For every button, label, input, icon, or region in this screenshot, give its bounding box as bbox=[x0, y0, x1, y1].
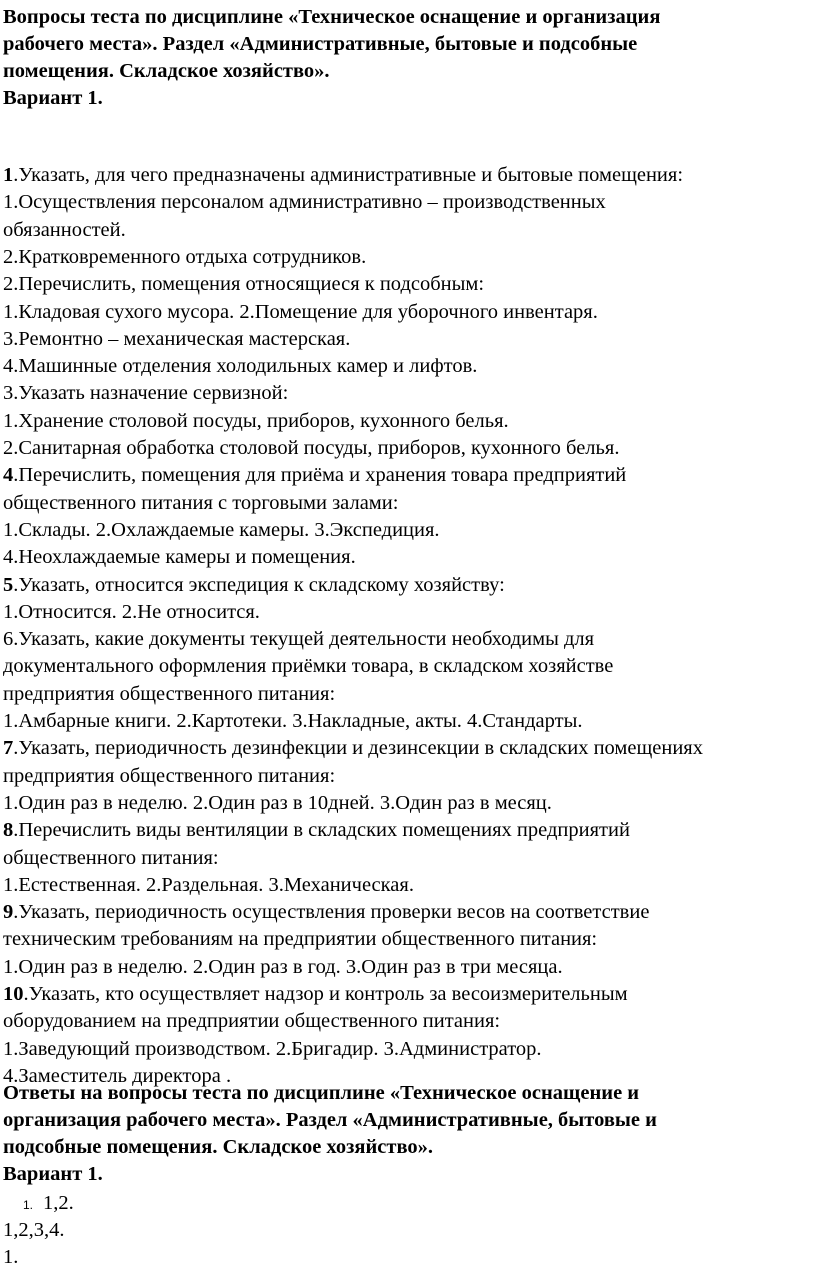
question-line bbox=[3, 1008, 500, 1034]
question-line bbox=[3, 817, 630, 843]
answers-title-line-1: Ответы на вопросы теста по дисциплине «Техническое оснащение и bbox=[3, 1082, 640, 1104]
question-text: 6.Указать, какие документы текущей деятельности необходимы для bbox=[3, 628, 595, 651]
question-line bbox=[3, 763, 335, 789]
question-line bbox=[3, 981, 628, 1007]
question-line bbox=[3, 681, 335, 707]
question-line bbox=[3, 599, 260, 625]
question-line bbox=[3, 326, 350, 352]
question-line bbox=[3, 353, 477, 379]
question-line bbox=[3, 299, 598, 325]
question-number: 9 bbox=[3, 901, 14, 924]
question-text: обязанностей. bbox=[3, 218, 126, 241]
question-text: 1.Один раз в неделю. 2.Один раз в 10дней. 3.Один раз в месяц. bbox=[3, 791, 552, 814]
question-line bbox=[3, 271, 484, 297]
question-line bbox=[3, 845, 219, 871]
question-line bbox=[3, 572, 505, 598]
question-text: 3.Указать назначение сервизной: bbox=[3, 382, 289, 405]
question-text: предприятия общественного питания: bbox=[3, 764, 336, 787]
question-line bbox=[3, 653, 613, 679]
question-number: 8 bbox=[3, 819, 14, 842]
question-text: .Перечислить виды вентиляции в складских помещениях предприятий bbox=[13, 819, 630, 842]
question-text: предприятия общественного питания: bbox=[3, 682, 336, 705]
question-text: документального оформления приёмки товара, в складском хозяйстве bbox=[3, 655, 614, 678]
question-line bbox=[3, 435, 619, 461]
question-line bbox=[3, 926, 597, 952]
question-line bbox=[3, 954, 563, 980]
list-marker: 1. bbox=[22, 1198, 33, 1212]
question-text: оборудованием на предприятии общественного питания: bbox=[3, 1010, 501, 1033]
question-line bbox=[3, 408, 509, 434]
document-title-line-2: рабочего места». Раздел «Административные, бытовые и подсобные bbox=[3, 33, 638, 55]
question-line bbox=[3, 544, 356, 570]
question-text: .Указать, периодичность осуществления проверки весов на соответствие bbox=[13, 901, 650, 924]
answer-1-text: 1,2. bbox=[43, 1192, 74, 1214]
question-line bbox=[3, 490, 398, 516]
question-line bbox=[3, 517, 440, 543]
question-line bbox=[3, 872, 414, 898]
question-text: 2.Перечислить, помещения относящиеся к подсобным: bbox=[3, 273, 485, 296]
question-number: 4 bbox=[3, 464, 14, 487]
question-line bbox=[3, 217, 126, 243]
question-text: 1.Заведующий производством. 2.Бригадир. 3.Администратор. bbox=[3, 1037, 542, 1060]
answers-title-line-2: организация рабочего места». Раздел «Административные, бытовые и bbox=[3, 1109, 657, 1131]
question-text: 2.Санитарная обработка столовой посуды, приборов, кухонного белья. bbox=[3, 437, 620, 459]
question-text: техническим требованиям на предприятии общественного питания: bbox=[3, 928, 598, 951]
question-line bbox=[3, 244, 366, 270]
question-text: 3.Ремонтно – механическая мастерская. bbox=[3, 327, 351, 350]
answers-title-line-3: подсобные помещения. Складское хозяйство». bbox=[3, 1136, 434, 1158]
question-number: 10 bbox=[3, 983, 24, 1005]
question-line bbox=[3, 462, 626, 488]
answer-item-2: 1,2,3,4. bbox=[3, 1219, 65, 1241]
question-line bbox=[3, 708, 582, 734]
document-title-line-1: Вопросы теста по дисциплине «Техническое оснащение и организация bbox=[3, 6, 661, 28]
question-number: 5 bbox=[3, 573, 14, 596]
question-line bbox=[3, 899, 649, 925]
question-text: 4.Заместитель директора . bbox=[3, 1064, 232, 1087]
question-text: 1.Склады. 2.Охлаждаемые камеры. 3.Экспедиция. bbox=[3, 518, 440, 541]
question-text: 1.Осуществления персоналом административно – производственных bbox=[3, 191, 606, 214]
question-text: 1.Естественная. 2.Раздельная. 3.Механическая. bbox=[3, 873, 414, 896]
question-line bbox=[3, 626, 594, 652]
question-text: .Перечислить, помещения для приёма и хранения товара предприятий bbox=[13, 464, 627, 487]
question-text: общественного питания с торговыми залами: bbox=[3, 491, 399, 514]
question-text: 1.Хранение столовой посуды, приборов, кухонного белья. bbox=[3, 409, 509, 432]
answers-variant-heading: Вариант 1. bbox=[3, 1163, 103, 1185]
question-text: 1.Один раз в неделю. 2.Один раз в год. 3.Один раз в три месяца. bbox=[3, 955, 563, 978]
question-text: 1.Кладовая сухого мусора. 2.Помещение для уборочного инвентаря. bbox=[3, 300, 598, 323]
question-text: 4.Неохлаждаемые камеры и помещения. bbox=[3, 546, 356, 569]
question-line bbox=[3, 189, 606, 215]
question-text: 4.Машинные отделения холодильных камер и лифтов. bbox=[3, 355, 478, 378]
question-text: 1.Относится. 2.Не относится. bbox=[3, 600, 260, 623]
question-line bbox=[3, 735, 703, 761]
variant-heading: Вариант 1. bbox=[3, 87, 103, 109]
question-text: 2.Кратковременного отдыха сотрудников. bbox=[3, 245, 367, 268]
question-text: .Указать, кто осуществляет надзор и контроль за весоизмерительным bbox=[23, 983, 628, 1005]
question-line bbox=[3, 1036, 542, 1062]
answer-item-1 bbox=[3, 1190, 74, 1218]
question-text: .Указать, периодичность дезинфекции и дезинсекции в складских помещениях bbox=[13, 737, 703, 760]
question-text: общественного питания: bbox=[3, 846, 219, 869]
document-title-line-3: помещения. Складское хозяйство». bbox=[3, 60, 330, 82]
question-number: 7 bbox=[3, 737, 14, 760]
question-number: 1 bbox=[3, 164, 14, 186]
question-line bbox=[3, 162, 683, 188]
question-text: .Указать, относится экспедиция к складскому хозяйству: bbox=[13, 573, 505, 596]
question-text: .Указать, для чего предназначены административные и бытовые помещения: bbox=[13, 164, 684, 186]
question-line bbox=[3, 380, 288, 406]
question-text: 1.Амбарные книги. 2.Картотеки. 3.Накладные, акты. 4.Стандарты. bbox=[3, 710, 583, 732]
answer-item-3: 1. bbox=[3, 1246, 19, 1268]
question-line bbox=[3, 790, 552, 816]
